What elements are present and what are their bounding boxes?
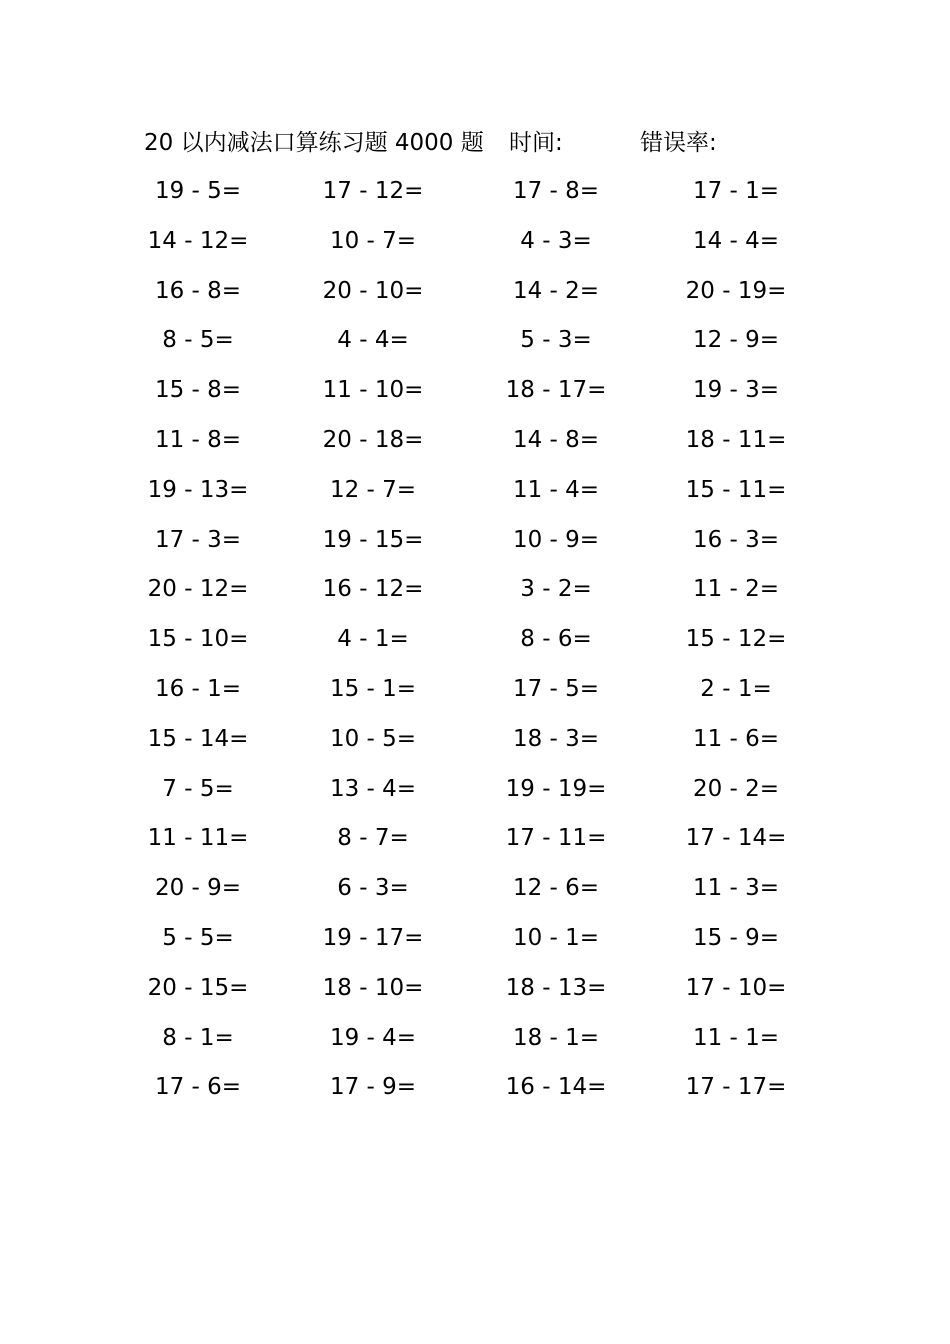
problem-item: 11 - 2= [692,576,780,603]
problem-item: 11 - 1= [692,1024,780,1051]
problem-item: 15 - 11= [685,476,787,503]
problem-item: 20 - 15= [147,974,249,1001]
problem-item: 20 - 10= [322,277,424,304]
problem-item: 18 - 3= [512,725,600,752]
problem-item: 18 - 17= [505,377,607,404]
problem-item: 17 - 17= [685,1074,787,1101]
problem-row [0,965,950,1015]
problem-item: 19 - 19= [505,775,607,802]
problem-item: 19 - 4= [329,1024,417,1051]
problem-item: 20 - 9= [154,875,242,902]
problem-item: 10 - 7= [329,227,417,254]
problem-item: 12 - 9= [692,327,780,354]
problem-item: 20 - 18= [322,426,424,453]
problem-item: 19 - 3= [692,377,780,404]
problem-item: 15 - 8= [154,377,242,404]
problem-item: 19 - 15= [322,526,424,553]
problem-item: 14 - 4= [692,227,780,254]
problem-item: 11 - 8= [154,426,242,453]
problem-item: 20 - 12= [147,576,249,603]
problem-grid [0,168,950,1114]
problem-row [0,815,950,865]
problem-item: 16 - 12= [322,576,424,603]
problem-item: 20 - 2= [692,775,780,802]
problem-item: 11 - 3= [692,875,780,902]
problem-item: 14 - 8= [512,426,600,453]
problem-item: 10 - 1= [512,924,600,951]
problem-item: 17 - 5= [512,675,600,702]
problem-item: 19 - 17= [322,924,424,951]
problem-item: 16 - 3= [692,526,780,553]
problem-row [0,915,950,965]
error-rate-label: 错误率: [640,130,717,156]
problem-item: 14 - 12= [147,227,249,254]
problem-row [0,616,950,666]
problem-item: 8 - 5= [162,327,234,354]
problem-row [0,168,950,218]
problem-item: 8 - 1= [162,1024,234,1051]
problem-item: 17 - 3= [154,526,242,553]
problem-item: 17 - 6= [154,1074,242,1101]
problem-item: 16 - 14= [505,1074,607,1101]
problem-item: 17 - 9= [329,1074,417,1101]
problem-item: 18 - 10= [322,974,424,1001]
problem-item: 15 - 14= [147,725,249,752]
problem-item: 7 - 5= [162,775,234,802]
problem-row [0,566,950,616]
problem-item: 18 - 13= [505,974,607,1001]
problem-row [0,317,950,367]
problem-item: 5 - 5= [162,924,234,951]
problem-row [0,1064,950,1114]
problem-row [0,666,950,716]
problem-item: 18 - 11= [685,426,787,453]
problem-row [0,517,950,567]
problem-item: 2 - 1= [700,675,772,702]
problem-item: 19 - 5= [154,178,242,204]
problem-item: 17 - 10= [685,974,787,1001]
problem-row [0,367,950,417]
problem-item: 3 - 2= [520,576,592,603]
problem-item: 5 - 3= [520,327,592,354]
problem-item: 17 - 1= [692,178,780,204]
problem-item: 19 - 13= [147,476,249,503]
problem-item: 13 - 4= [329,775,417,802]
time-label: 时间: [509,130,563,156]
problem-item: 18 - 1= [512,1024,600,1051]
problem-item: 17 - 12= [322,178,424,204]
problem-item: 6 - 3= [337,875,409,902]
worksheet-header [0,125,950,161]
problem-item: 4 - 1= [337,626,409,653]
problem-item: 20 - 19= [685,277,787,304]
problem-item: 4 - 4= [337,327,409,354]
problem-item: 11 - 6= [692,725,780,752]
problem-item: 15 - 9= [692,924,780,951]
problem-row [0,865,950,915]
problem-item: 14 - 2= [512,277,600,304]
problem-item: 15 - 12= [685,626,787,653]
problem-row [0,1015,950,1065]
problem-item: 16 - 8= [154,277,242,304]
problem-row [0,417,950,467]
problem-item: 15 - 10= [147,626,249,653]
problem-row [0,467,950,517]
problem-item: 12 - 6= [512,875,600,902]
problem-item: 4 - 3= [520,227,592,254]
problem-item: 17 - 11= [505,825,607,852]
problem-item: 16 - 1= [154,675,242,702]
problem-item: 11 - 4= [512,476,600,503]
problem-row [0,268,950,318]
problem-item: 11 - 11= [147,825,249,852]
worksheet-title: 20 以内减法口算练习题 4000 题 [144,130,484,156]
problem-row [0,716,950,766]
problem-item: 12 - 7= [329,476,417,503]
problem-item: 17 - 8= [512,178,600,204]
problem-item: 11 - 10= [322,377,424,404]
problem-item: 8 - 6= [520,626,592,653]
problem-item: 10 - 9= [512,526,600,553]
problem-item: 17 - 14= [685,825,787,852]
problem-item: 10 - 5= [329,725,417,752]
problem-item: 15 - 1= [329,675,417,702]
problem-row [0,218,950,268]
problem-row [0,766,950,816]
problem-item: 8 - 7= [337,825,409,852]
